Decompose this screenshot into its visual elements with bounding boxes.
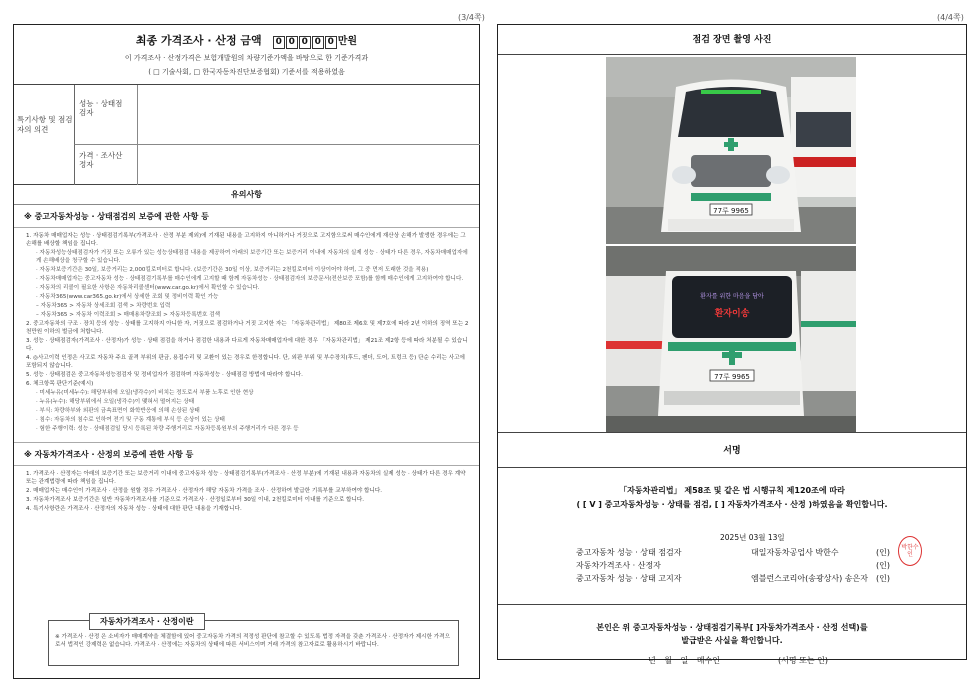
opinion-row-inspector [74,85,480,145]
opinion-row-label: 가격 · 조사산정자 [79,151,123,169]
notice-item: 6. 체크항목 판단기준(예시) [26,381,94,387]
front-photo [606,57,856,244]
law-statement-2: ( [ V ] 중고자동차성능 · 상태를 점검, [ ] 자동차가격조사 · 산정 )하였음을 확인합니다. [576,500,888,509]
price-standard: ( □ 기술사회, □ 한국자동차진단보증협회) 기준서를 적용하였음 [148,68,345,76]
left-page [13,24,480,679]
notice-item: 1. 자동차 매매업자는 성능 · 상태점검기록부(가격조사 · 산정 부분 제외)에 기재된 내용을 고지하지 아니하거나 거짓으로 고지함으로써 매수인에게 재산상 손해가 발생한 경우에는 그 손해를 배상할 책임을 집니다. [26,233,466,247]
notice-item: – 자동차365 > 자동차 이력조회 > 매매용차량조회 > 자동차등록번호 검색 [36,312,221,318]
opinion-row-label: 성능 · 상태점검자 [79,99,123,117]
opinion-label: 특기사항 및 점검자의 의견 [17,115,73,134]
amount-digit: 0 [312,36,324,49]
appraisal-info-text: ※ 가격조사 · 산정 은 소비자가 매매계약을 체결함에 있어 중고자동차 가격의 적정성 판단에 참고할 수 있도록 법정 자격을 갖춘 가격조사 · 산정자가 제시한 가격으로서 법적인 강제력은 없습니다. 가격조사 · 산정에는 자동차의 상태에 따른 서비스이며 거래 가격의 참고자료로 활용하시기 바랍니다. [55,634,450,648]
signer-name: 엠블런스코리아(송광상사) 송은자 [751,574,868,583]
appraisal-info-title: 자동차가격조사 · 산정이란 [89,613,205,630]
buyer-sign-line: (서명 또는 인) [778,656,828,665]
opinion-row-appraiser [74,145,480,185]
notice-item: 4. ◎사고이력 인정은 사고로 자동차 주요 골격 부위의 판금, 용접수리 및 교환이 있는 경우로 한정합니다. 단, 외판 부위 및 부수장치(후드, 펜더, 도어, 트렁크 등) 단순 수리는 사고에 포함되지 않습니다. [26,355,465,369]
notice-item: 4. 특기사항란은 가격조사 · 산정자의 자동차 성능 · 상태에 대한 판단 내용을 기재합니다. [26,506,242,512]
amount-digit: 0 [299,36,311,49]
amount-digit: 0 [286,36,298,49]
amount-digit: 0 [325,36,337,49]
signer-name: 대일자동차공업사 박한수 [751,548,839,557]
rear-photo [606,246,856,432]
opinion-section [14,85,479,185]
section-body [14,466,479,518]
notice-item: · 자동차의 리콜이 필요한 사항은 자동차리콜센터(www.car.go.kr)에서 확인할 수 있습니다. [36,285,260,291]
notice-item: · 자동차365(www.car365.go.kr)에서 상세한 조회 및 정비이력 확인 가능 [36,294,219,300]
buyer-statement-1: 본인은 위 중고자동차성능 · 상태점검기록부[ ]자동차가격조사 · 산정 선택)를 [596,623,868,632]
notice-item: – 자동차365 > 자동차 상세조회 검색 > 차량번호 입력 [36,303,171,309]
right-page [497,24,967,665]
notice-item: · 미세누유(미세누수): 해당부위에 오일(냉각수)이 비치는 정도로서 부품 노후로 인한 현상 [36,390,254,396]
notice-item: 1. 가격조사 · 산정자는 아래의 보증기간 또는 보증거리 이내에 중고자동차 성능 · 상태점검기록부(가격조사 · 산정 부분)에 기재된 내용과 자동차의 실제 성능 · 상태가 다른 경우 계약 또는 관계법령에 따라 책임을 집니다. [26,471,466,485]
signer-role: 중고자동차 성능 · 상태 점검자 [576,548,682,557]
notice-item: · 누유(누수): 해당부위에서 오일(냉각수)이 맺혀서 떨어지는 상태 [36,399,195,405]
section-heading: ※ 중고자동차성능 · 상태점검의 보증에 관한 사항 등 [14,205,479,228]
page-number-left: (3/4쪽) [458,13,485,22]
notice-item: · 자동차성능상태점검자가 거짓 또는 오류가 있는 성능상태점검 내용을 제공하여 아래의 보증기간 또는 보증거리 이내에 자동차의 실제 성능 · 상태가 다른 경우, 자동차매매업자에게 손해배상을 청구할 수 있습니다. [36,250,468,264]
notice-title: 유의사항 [14,185,479,205]
notice-item: · 자동차매매업자는 중고자동차 성능 · 상태점검기록부를 매수인에게 고지할 때 함께 자동차성능 · 상태점검자의 보증문서(전산보증 포함)를 함께 매수인에게 고지하여야 합니다. [36,276,464,282]
notice-item: 2. 중고자동차의 구조 · 장치 등의 성능 · 상태를 고지하지 아니한 자, 거짓으로 점검하거나 거짓 고지한 자는 「자동차관리법」 제80조 제6호 및 제7호에 따라 2년 이하의 징역 또는 2천만원 이하의 벌금에 처합니다. [26,321,469,335]
signer-role: 중고자동차 성능 · 상태 고지자 [576,574,682,583]
rear-window-text: 환자를 위한 마음을 담아 [700,293,764,300]
page-number-right: (4/4쪽) [937,13,964,22]
notice-item: 2. 매매업자는 매수인이 가격조사 · 산정을 원할 경우 가격조사 · 산정자가 해당 자동차 가격을 조사 · 산정하여 발급한 기록부를 교부하여야 합니다. [26,488,383,494]
signer-mark: (인) [876,561,890,570]
buyer-statement-2: 발급받은 사실을 확인합니다. [681,636,783,645]
price-header [14,25,479,85]
signer-role: 자동차가격조사 · 산정자 [576,561,661,570]
section-body [14,228,479,438]
photo-section-title: 점검 장면 촬영 사진 [498,25,966,55]
notice-item: · 자동차보증기간은 30일, 보증거리는 2,000킬로미터로 합니다. (보증기간은 30일 이상, 보증거리는 2천킬로미터 이상이어야 하며, 그 중 먼저 도래한 것을 적용) [36,267,429,273]
red-seal-stamp: 박한수인 [898,536,922,566]
price-title: 최종 가격조사 · 산정 금액 [135,34,262,47]
price-subtitle: 이 가격조사 · 산정가격은 보험개발원의 차량기준가액을 바탕으로 한 기준가격과 [124,54,369,62]
amount-unit: 만원 [337,36,358,47]
front-plate: 77루 9965 [713,207,749,215]
signature-section [498,468,966,665]
notice-item: · 부식: 차량하부와 외판의 금속표면이 화학반응에 의해 손상된 상태 [36,408,200,414]
notice-item: · 험한 주행이력: 성능 · 상태점검일 당시 등록된 차량 주행거리로 자동차등록원부의 주행거리가 다른 경우 등 [36,426,299,432]
signature-date: 2025년 03월 13일 [720,533,785,542]
notice-item: 3. 자동차가격조사 보증기간은 일반 자동차가격조사를 기준으로 가격조사 · 산정일로부터 30일 이내, 2천킬로미터 이내를 기준으로 합니다. [26,497,365,503]
amount-boxes [273,29,357,49]
buyer-date-line: 년 월 일 매수인 [648,656,720,665]
notice-item: · 침수: 자동차의 침수로 인하여 전기 및 구동 계통에 부식 등 손상이 있는 상태 [36,417,225,423]
amount-digit: 0 [273,36,285,49]
notice-item: 5. 성능 · 상태점검은 중고자동차성능점검자 및 정비업자가 점검하며 자동차성능 · 상태점검 방법에 따라야 합니다. [26,372,303,378]
law-statement-1: 「자동차관리법」 제58조 및 같은 법 시행규칙 제120조에 따라 [619,486,845,495]
signer-mark: (인) [876,548,890,557]
rear-window-sign: 환자이송 [714,309,750,319]
signer-mark: (인) [876,574,890,583]
rear-plate: 77루 9965 [714,373,750,381]
notice-item: 3. 성능 · 상태점검자(가격조사 · 산정자)가 성능 · 상태 점검을 하거나 점검한 내용과 다르게 자동차매매업자에 대한 경우 「자동차관리법」 제21조 제2항 등에 따라 처분될 수 있습니다. [26,338,468,352]
signature-section-title: 서명 [498,432,966,468]
section-heading: ※ 자동차가격조사 · 산정의 보증에 관한 사항 등 [14,442,479,466]
appraisal-info-box [48,617,459,666]
